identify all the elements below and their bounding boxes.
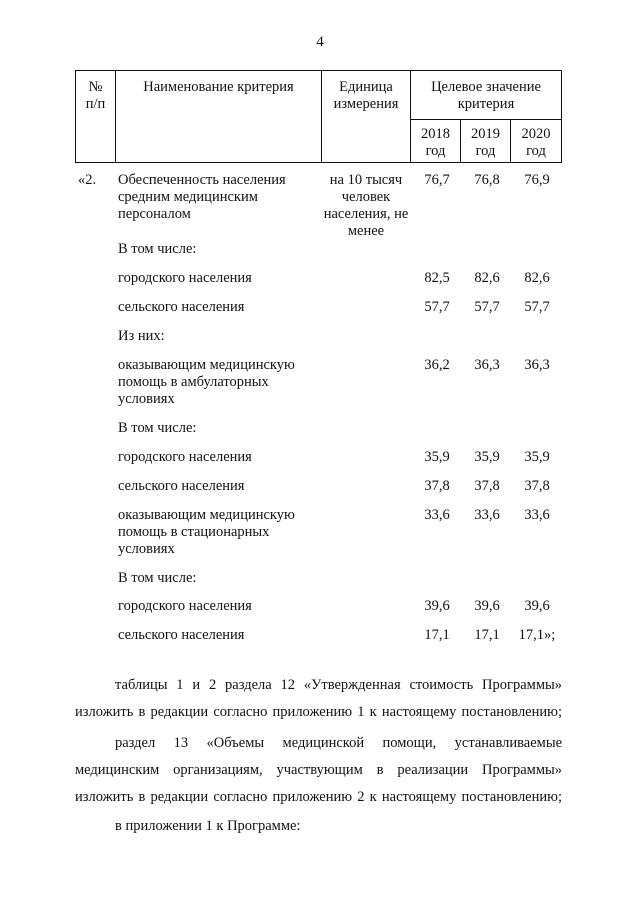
- value-2020: 57,7: [524, 299, 550, 315]
- paragraph-appendix-1: в приложении 1 к Программе:: [115, 818, 301, 834]
- header-year-2020: 2020 год: [521, 126, 551, 159]
- value-2018: 37,8: [424, 478, 450, 494]
- value-2018: 76,7: [424, 172, 450, 188]
- criterion-name: оказывающим медицинскую помощь в амбулаторных условиях: [118, 357, 295, 407]
- value-2018: 17,1: [424, 627, 450, 643]
- value-2020: 33,6: [524, 507, 550, 523]
- row-number: «2.: [78, 172, 97, 188]
- criterion-name: В том числе:: [118, 570, 197, 586]
- value-2019: 76,8: [474, 172, 500, 188]
- value-2020: 82,6: [524, 270, 550, 286]
- value-2019: 37,8: [474, 478, 500, 494]
- criterion-name: городского населения: [118, 449, 252, 465]
- header-criterion-name: Наименование критерия: [143, 79, 294, 95]
- paragraph-section-13: раздел 13 «Объемы медицинской помощи, устанавливаемые медицинским организациям, участвующим в реализации Программы» изложить в редакции согласно приложению 2 к настоящему постановлению;: [75, 735, 562, 805]
- value-2019: 35,9: [474, 449, 500, 465]
- criterion-name: Обеспеченность населения средним медицинским персоналом: [118, 172, 286, 222]
- value-2018: 39,6: [424, 598, 450, 614]
- criterion-name: В том числе:: [118, 420, 197, 436]
- value-2019: 82,6: [474, 270, 500, 286]
- criterion-name: оказывающим медицинскую помощь в стационарных условиях: [118, 507, 295, 557]
- value-2020: 37,8: [524, 478, 550, 494]
- value-2020: 76,9: [524, 172, 550, 188]
- value-2020: 36,3: [524, 357, 550, 373]
- criterion-name: В том числе:: [118, 241, 197, 257]
- header-number: № п/п: [85, 79, 106, 112]
- value-2018: 35,9: [424, 449, 450, 465]
- value-2018: 57,7: [424, 299, 450, 315]
- value-2019: 36,3: [474, 357, 500, 373]
- value-2019: 17,1: [474, 627, 500, 643]
- unit-of-measure: на 10 тысяч человек населения, не менее: [323, 172, 409, 239]
- paragraph-tables-1-2: таблицы 1 и 2 раздела 12 «Утвержденная стоимость Программы» изложить в редакции согласно приложению 1 к настоящему постановлению;: [75, 677, 562, 720]
- value-2020: 17,1»;: [518, 627, 556, 643]
- criterion-name: сельского населения: [118, 299, 245, 315]
- criterion-name: городского населения: [118, 270, 252, 286]
- value-2018: 36,2: [424, 357, 450, 373]
- criterion-name: сельского населения: [118, 627, 245, 643]
- criterion-name: городского населения: [118, 598, 252, 614]
- value-2020: 35,9: [524, 449, 550, 465]
- value-2019: 39,6: [474, 598, 500, 614]
- criterion-name: сельского населения: [118, 478, 245, 494]
- page-number: 4: [316, 34, 324, 50]
- value-2018: 82,5: [424, 270, 450, 286]
- table-header: [75, 70, 562, 163]
- value-2020: 39,6: [524, 598, 550, 614]
- header-target-value: Целевое значение критерия: [431, 79, 541, 112]
- value-2019: 57,7: [474, 299, 500, 315]
- header-year-2018: 2018 год: [421, 126, 450, 159]
- value-2019: 33,6: [474, 507, 500, 523]
- criterion-name: Из них:: [118, 328, 165, 344]
- value-2018: 33,6: [424, 507, 450, 523]
- header-year-2019: 2019 год: [471, 126, 500, 159]
- header-unit: Единица измерения: [333, 79, 399, 112]
